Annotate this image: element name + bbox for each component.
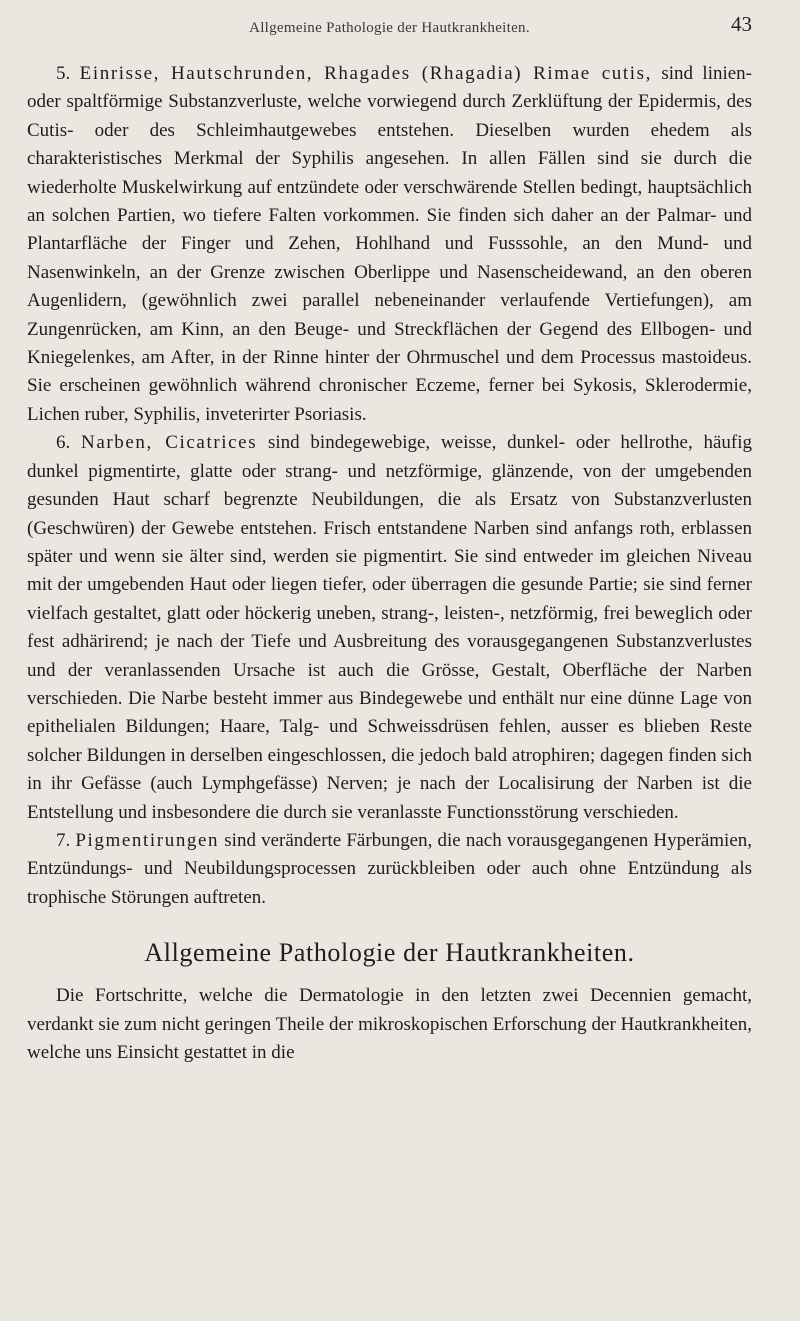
item-number: 7. xyxy=(56,829,71,851)
item-number: 5. xyxy=(56,63,71,84)
item-number: 6. xyxy=(56,432,71,454)
item-text: sind bindegewebige, weisse, dunkel- oder hellrothe, häufig dunkel pigmentirte, glatte oder strang- und netzförmige, glänzende, von der umgebenden gesunden Haut scharf begrenzte Neubildungen, die als Ersatz von Substanzverlusten (Geschwüren) der Gewebe entstehen. Frisch entstandene Narben sind anfangs roth, erblassen später und wenn sie älter sind, werden sie pigmentirt. Sie sind entweder im gleichen Niveau mit der umgebenden Haut oder liegen tiefer, oder überragen die gesunde Partie; sie sind ferner vielfach gestaltet, glatt oder höckerig uneben, strang-, leisten-, netzförmig, frei beweglich oder fest adhärirend; je nach der Tiefe und Ausbreitung des vorausgegangenen Substanzverlustes und der veranlassenden Ursache ist auch die Grösse, Gestalt, Oberfläche der Narben verschieden. Die Narbe besteht immer aus Bindegewebe und enthält nur eine dünne Lage von epithelialen Bildungen; Haare, Talg- und Schweissdrüsen fehlen, ausser es blieben Reste solcher Bildungen in derselben eingeschlossen, die jedoch bald atrophiren; dagegen finden sich in ihr Gefässe (auch Lymphgefässe) Nerven; je nach der Localisirung der Narben ist die Entstellung und insbesondere die durch sie veranlasste Functionsstörung verschieden. xyxy=(27,432,752,823)
section-paragraph: Die Fortschritte, welche die Dermatologie in den letzten zwei Decennien gemacht, verdankt sie zum nicht geringen Theile der mikroskopischen Erforschung der Hautkrankheiten, welche uns Einsicht gestattet in die xyxy=(27,985,752,1063)
section-heading: Allgemeine Pathologie der Hautkrankheiten. xyxy=(144,938,635,968)
page-number: 43 xyxy=(731,12,752,36)
running-header xyxy=(27,12,752,42)
paragraph-item-7 xyxy=(27,827,752,912)
item-text: sind veränderte Färbungen, die nach vorausgegangenen Hyperämien, Entzündungs- und Neubildungsprocessen zurückbleiben oder auch ohne Entzündung als trophische Störungen auftreten. xyxy=(27,829,752,908)
item-text: sind linien- oder spaltförmige Substanzverluste, welche vorwiegend durch Zerklüftung der Epidermis, des Cutis- oder des Schleimhautgewebes entstehen. Dieselben wurden ehedem als charakteristisches Merkmal der Syphilis angesehen. In allen Fällen sind sie durch die wiederholte Muskelwirkung auf entzündete oder verschwärende Stellen bedingt, hauptsächlich an solchen Partien, wo tiefere Falten vorkommen. Sie finden sich daher an der Palmar- und Plantarfläche der Finger und Zehen, Hohlhand und Fusssohle, an den Mund- und Nasenwinkeln, an der Grenze zwischen Oberlippe und Nasenscheidewand, an den oberen Augenlidern, (gewöhnlich zwei parallel nebeneinander verlaufende Vertiefungen), am Zungenrücken, am Kinn, an den Beuge- und Streckflächen der Gegend des Ellbogen- und Kniegelenkes, am After, in der Rinne hinter der Ohrmuschel und dem Processus mastoideus. Sie erscheinen gewöhnlich während chronischer Eczeme, ferner bei Sykosis, Sklerodermie, Lichen ruber, Syphilis, inveterirter Psoriasis. xyxy=(27,63,753,425)
paragraph-item-6 xyxy=(27,429,752,827)
running-title: Allgemeine Pathologie der Hautkrankheiten. xyxy=(249,20,530,36)
body-text xyxy=(27,60,752,1067)
item-term: Einrisse, Hautschrunden, Rhagades (Rhagadia) Rimae cutis, xyxy=(79,63,652,84)
paragraph-item-5 xyxy=(27,60,752,429)
item-term: Narben, Cicatrices xyxy=(81,432,258,454)
item-term: Pigmentirungen xyxy=(75,829,220,851)
